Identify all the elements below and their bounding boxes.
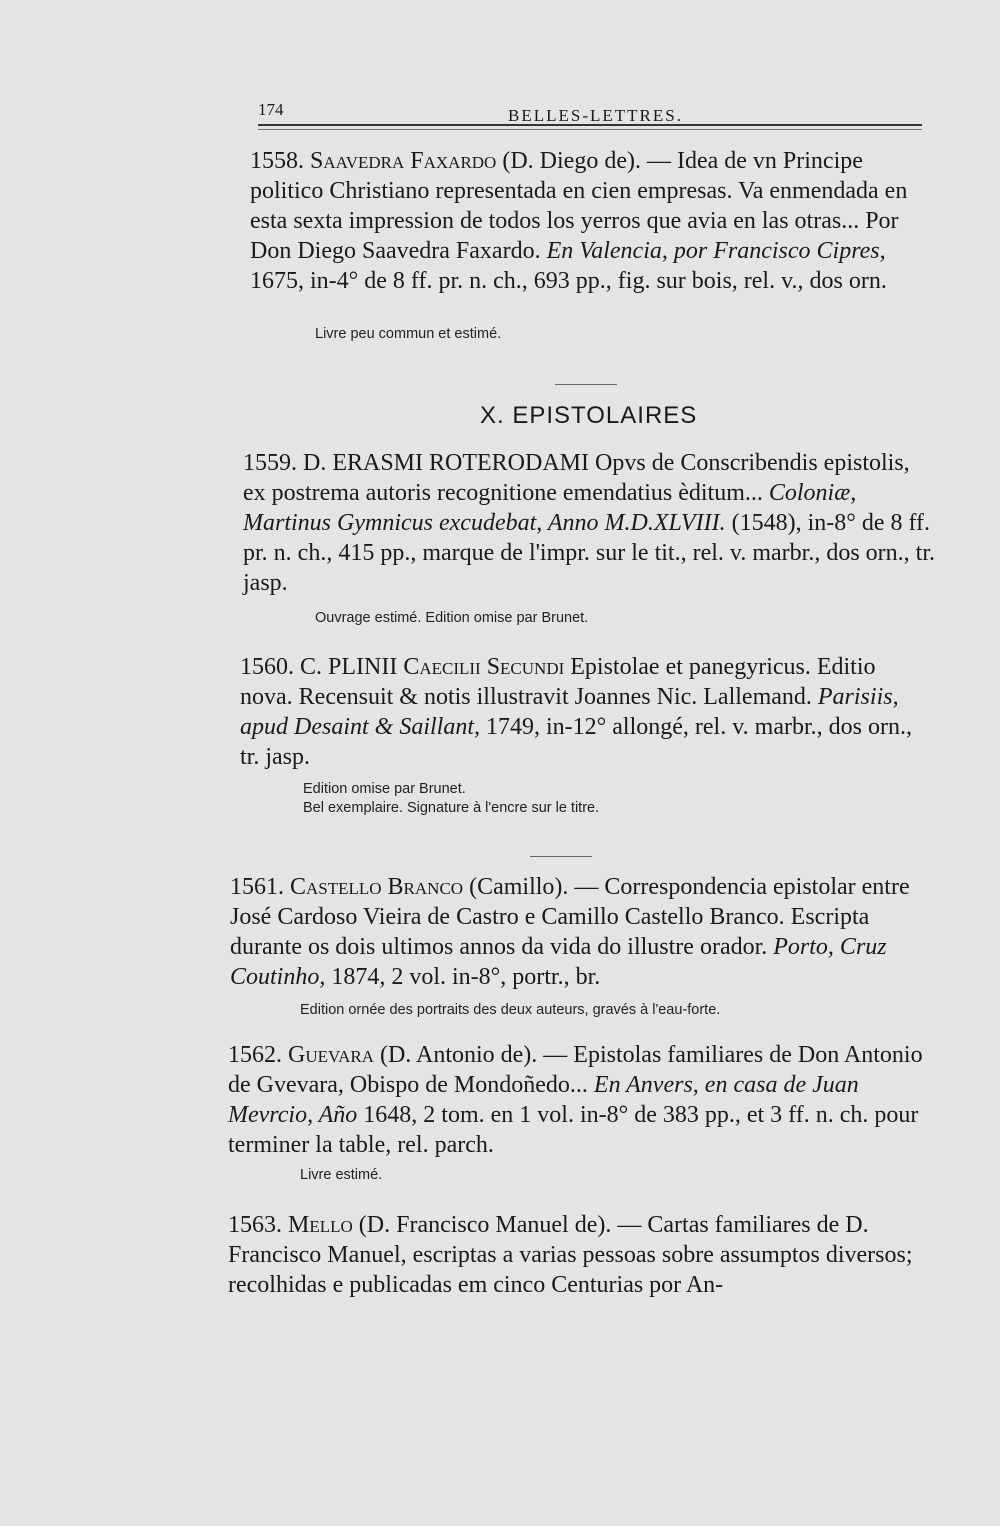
entry-1562 [228,1040,928,1160]
entry-note-2: Bel exemplaire. Signature à l'encre sur le titre. [303,800,600,816]
entry-details: 1648, 2 tom. en 1 vol. in-8° de 383 pp., et 3 ff. n. ch. pour terminer la table, rel. parch. [228,1102,919,1158]
entry-details: 1675, in-4° de 8 ff. pr. n. ch., 693 pp., fig. sur bois, rel. v., dos orn. [250,268,887,294]
entry-note: Livre estimé. [300,1167,383,1183]
entry-note: Livre peu commun et estimé. [315,326,502,342]
entry-imprint: En Valencia, por Francisco Cipres, [546,238,886,264]
entry-details: 1874, 2 vol. in-8°, portr., br. [331,964,601,990]
entry-imprint: Coloniæ, Martinus Gymnicus excudebat, Anno M.D.XLVIII. [243,480,857,536]
entry-details: (1548), in-8° de 8 ff. pr. n. ch., 415 pp., marque de l'impr. sur le tit., rel. v. marbr., dos orn., tr. jasp. [243,510,935,596]
running-head [258,100,938,130]
entry-number: 1558. [250,148,304,174]
entry-number: 1562. [228,1042,282,1068]
entry-details: 1749, in-12° allongé, rel. v. marbr., dos orn., tr. jasp. [240,714,912,770]
page-number: 174 [258,100,284,119]
section-separator [555,384,617,385]
entry-note: Edition omise par Brunet. [303,781,466,797]
entry-1559 [243,448,938,598]
running-title: BELLES-LETTRES. [508,106,683,125]
entry-number: 1559. [243,450,297,476]
entry-imprint: Parisiis, apud Desaint & Saillant, [240,684,899,740]
entry-text: Opvs de Conscribendis epistolis, ex postrema autoris recognitione emendatius èditum... [243,450,910,506]
entry-note: Ouvrage estimé. Edition omise par Brunet. [315,610,589,626]
entry-1563 [228,1210,918,1300]
entry-text: Epistolae et panegyricus. Editio nova. Recensuit & notis illustravit Joannes Nic. Lallemand. [240,654,876,710]
entry-text: (D. Francisco Manuel de). — Cartas familiares de D. Francisco Manuel, escriptas a varias pessoas sobre assumptos diversos; recolhidas e publicadas em cinco Centurias por An- [228,1212,913,1298]
entry-text: (D. Diego de). — Idea de vn Principe politico Christiano representada en cien empresas. Va enmendada en esta sexta impression de todos los yerros que avia en las otras... Por Don Diego Saavedra Faxardo. [250,148,908,264]
header-rule-thin [258,129,922,130]
entry-author: Guevara [288,1042,374,1068]
entry-author: D. ERASMI ROTERODAMI [303,450,590,476]
entry-author: Saavedra Faxardo [310,148,497,174]
entry-imprint: Porto, Cruz Coutinho, [230,934,887,990]
entry-1560 [240,652,930,772]
entry-imprint: En Anvers, en casa de Juan Mevrcio, Año [228,1072,859,1128]
entry-text: (Camillo). — Correspondencia epistolar entre José Cardoso Vieira de Castro e Camillo Castello Branco. Escripta durante os dois ultimos annos da vida do illustre orador. [230,874,910,960]
entry-1561 [230,872,925,992]
section-heading: X. EPISTOLAIRES [480,402,698,429]
entry-1558 [250,146,940,296]
entry-author: Mello [288,1212,353,1238]
entry-number: 1563. [228,1212,282,1238]
entry-note: Edition ornée des portraits des deux auteurs, gravés à l'eau-forte. [300,1002,721,1018]
section-separator [530,856,592,857]
entry-text: (D. Antonio de). — Epistolas familiares de Don Antonio de Gvevara, Obispo de Mondoñedo... [228,1042,923,1098]
entry-author: C. PLINII Caecilii Secundi [300,654,565,680]
entry-number: 1561. [230,874,284,900]
header-rule [258,124,922,126]
entry-author: Castello Branco [290,874,464,900]
entry-number: 1560. [240,654,294,680]
